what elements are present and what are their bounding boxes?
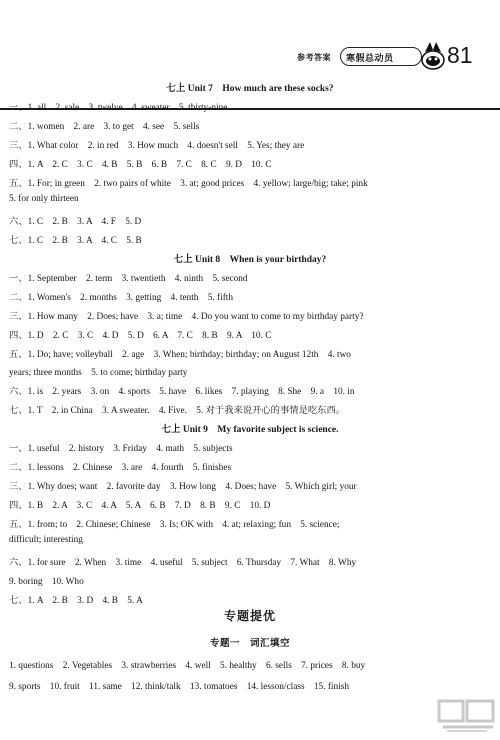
answer-row: 三、1. What color 2. in red 3. How much 4. doesn't sell 5. Yes; they are bbox=[9, 140, 305, 151]
answer-row: 五、1. from; to 2. Chinese; Chinese 3. Is; OK with 4. at; relaxing; fun 5. science; bbox=[9, 520, 340, 531]
answer-row: 二、1. Women's 2. months 3. getting 4. tenth 5. fifth bbox=[9, 292, 234, 303]
watermark-logo-icon bbox=[437, 697, 497, 737]
answer-row: 四、1. D 2. C 3. C 4. D 5. D 6. A 7. C 8. B 9. A 10. C bbox=[9, 330, 272, 341]
answer-row: 一、1. all 2. sale 3. twelve 4. sweater 5. thirty-nine bbox=[9, 103, 228, 113]
banner-title: 寒假总动员 bbox=[346, 53, 394, 63]
answer-row: 9. sports 10. fruit 11. same 12. think/talk 13. tomatoes 14. lesson/class 15. finish bbox=[9, 682, 349, 692]
answer-row: 五、1. Do; have; volleyball 2. age 3. When; birthday; birthday; on August 12th 4. two bbox=[9, 349, 351, 360]
answer-row: 二、1. women 2. are 3. to get 4. see 5. sells bbox=[9, 121, 200, 132]
answer-row: 9. boring 10. Who bbox=[9, 577, 84, 587]
answer-row: 五、1. For; in green 2. two pairs of white 3. at; good prices 4. yellow; large/big; take; pink bbox=[9, 178, 368, 189]
answer-row: 1. questions 2. Vegetables 3. strawberries 4. well 5. healthy 6. sells 7. prices 8. buy bbox=[9, 661, 366, 671]
section-title: 专题提优 bbox=[223, 609, 276, 623]
answer-row: 六、1. for sure 2. When 3. time 4. useful 5. subject 6. Thursday 7. What 8. Why bbox=[9, 558, 357, 569]
answer-row: difficult; interesting bbox=[9, 535, 83, 546]
answer-row: 三、1. Why does; want 2. favorite day 3. How long 4. Does; have 5. Which girl; your bbox=[9, 482, 357, 493]
answer-row: 七、1. C 2. B 3. A 4. C 5. B bbox=[9, 235, 142, 246]
reference-answer-label: 参考答案 bbox=[297, 53, 331, 62]
answer-row: 七、1. A 2. B 3. D 4. B 5. A bbox=[9, 596, 143, 606]
answer-row: 四、1. B 2. A 3. C 4. A 5. A 6. B 7. D 8. B 9. C 10. D bbox=[9, 501, 271, 512]
answer-row: 六、1. is 2. years 3. on 4. sports 5. have 6. likes 7. playing 8. She 9. a 10. in bbox=[9, 387, 355, 398]
mascot-icon bbox=[419, 40, 447, 72]
answer-row: 七、1. T 2. in China 3. A sweater. 4. Five. 5. 对于我来说开心的事情是吃东西。 bbox=[9, 406, 346, 417]
page-number: 81 bbox=[447, 42, 473, 68]
page-header bbox=[0, 40, 500, 80]
answer-row: 六、1. C 2. B 3. A 4. F 5. D bbox=[9, 216, 142, 227]
sub-section-title: 专题一 词汇填空 bbox=[209, 639, 290, 649]
answer-row: 四、1. A 2. C 3. C 4. B 5. B 6. B 7. C 8. C 9. D 10. C bbox=[9, 159, 272, 170]
answer-row: 二、1. lessons 2. Chinese 3. are 4. fourth 5. finishes bbox=[9, 463, 232, 474]
unit-title: 七上 Unit 9 My favorite subject is science. bbox=[161, 425, 339, 436]
unit-title: 七上 Unit 8 When is your birthday? bbox=[173, 254, 327, 265]
answer-row: years; three months 5. to come; birthday party bbox=[9, 368, 188, 379]
unit-title: 七上 Unit 7 How much are these socks? bbox=[166, 84, 334, 94]
answer-row: 一、1. useful 2. history 3. Friday 4. math 5. subjects bbox=[9, 444, 233, 455]
answer-row: 三、1. How many 2. Does; have 3. a; time 4. Do you want to come to my birthday party? bbox=[9, 311, 364, 322]
answer-row: 一、1. September 2. term 3. twentieth 4. ninth 5. second bbox=[9, 273, 248, 284]
answer-row: 5. for only thirteen bbox=[9, 193, 79, 204]
